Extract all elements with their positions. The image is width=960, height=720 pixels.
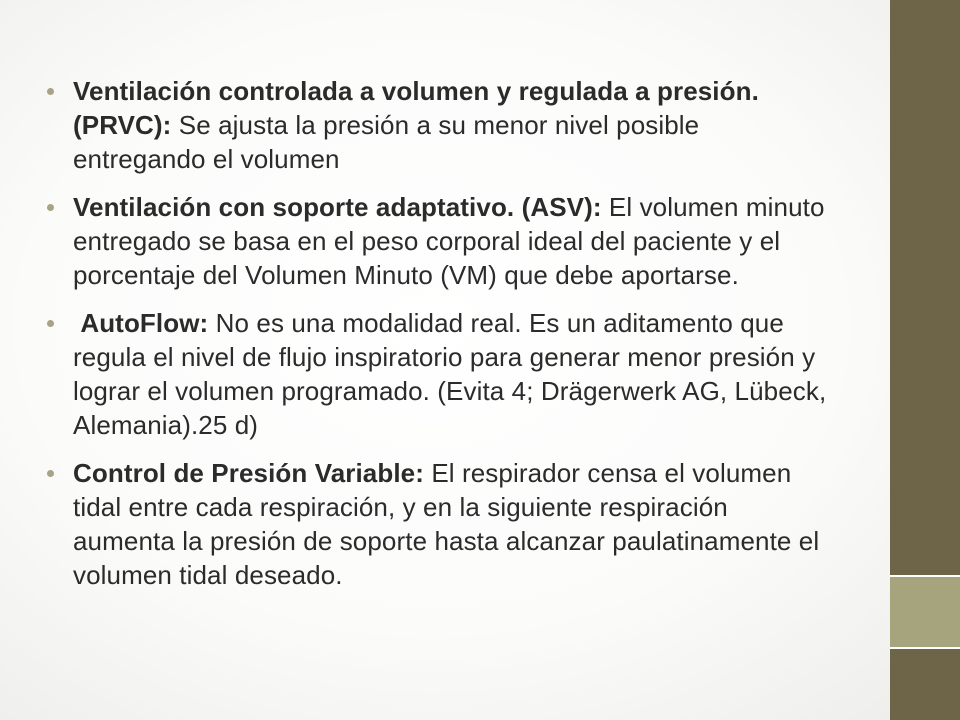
decorative-sidebar-accent-block (890, 576, 960, 648)
bullet-term: AutoFlow: (73, 308, 209, 338)
decorative-sidebar-divider (890, 575, 960, 577)
bullet-term: Ventilación controlada a volumen y regulada a presión. (PRVC): (73, 76, 759, 140)
bullet-text: Se ajusta la presión a su menor nivel posible entregando el volumen (73, 110, 700, 174)
bullet-item-autoflow (47, 306, 837, 442)
bullet-icon (47, 320, 54, 327)
bullet-icon (47, 470, 54, 477)
bullet-text: El respirador censa el volumen tidal entre cada respiración, y en la siguiente respiración aumenta la presión de soporte hasta alcanzar paulatinamente el volumen tidal deseado. (73, 458, 820, 590)
bullet-item-asv (47, 190, 837, 292)
decorative-sidebar-bottom-block (890, 648, 960, 720)
bullet-term: Ventilación con soporte adaptativo. (ASV): (73, 192, 602, 222)
bullet-item-prvc (47, 74, 837, 176)
bullet-item-control-presion-variable (47, 456, 837, 592)
bullet-text: No es una modalidad real. Es un aditamento que regula el nivel de flujo inspiratorio para generar menor presión y lograr el volumen programado. (Evita 4; Drägerwerk AG, Lübeck, Alemania).25 d) (73, 308, 827, 440)
bullet-text: El volumen minuto entregado se basa en el peso corporal ideal del paciente y el porcentaje del Volumen Minuto (VM) que debe aportarse. (73, 192, 825, 290)
bullet-icon (47, 204, 54, 211)
decorative-sidebar-divider (890, 647, 960, 649)
bullet-term: Control de Presión Variable: (73, 458, 424, 488)
bullet-list (47, 74, 837, 592)
slide-content (47, 74, 837, 606)
bullet-icon (47, 88, 54, 95)
